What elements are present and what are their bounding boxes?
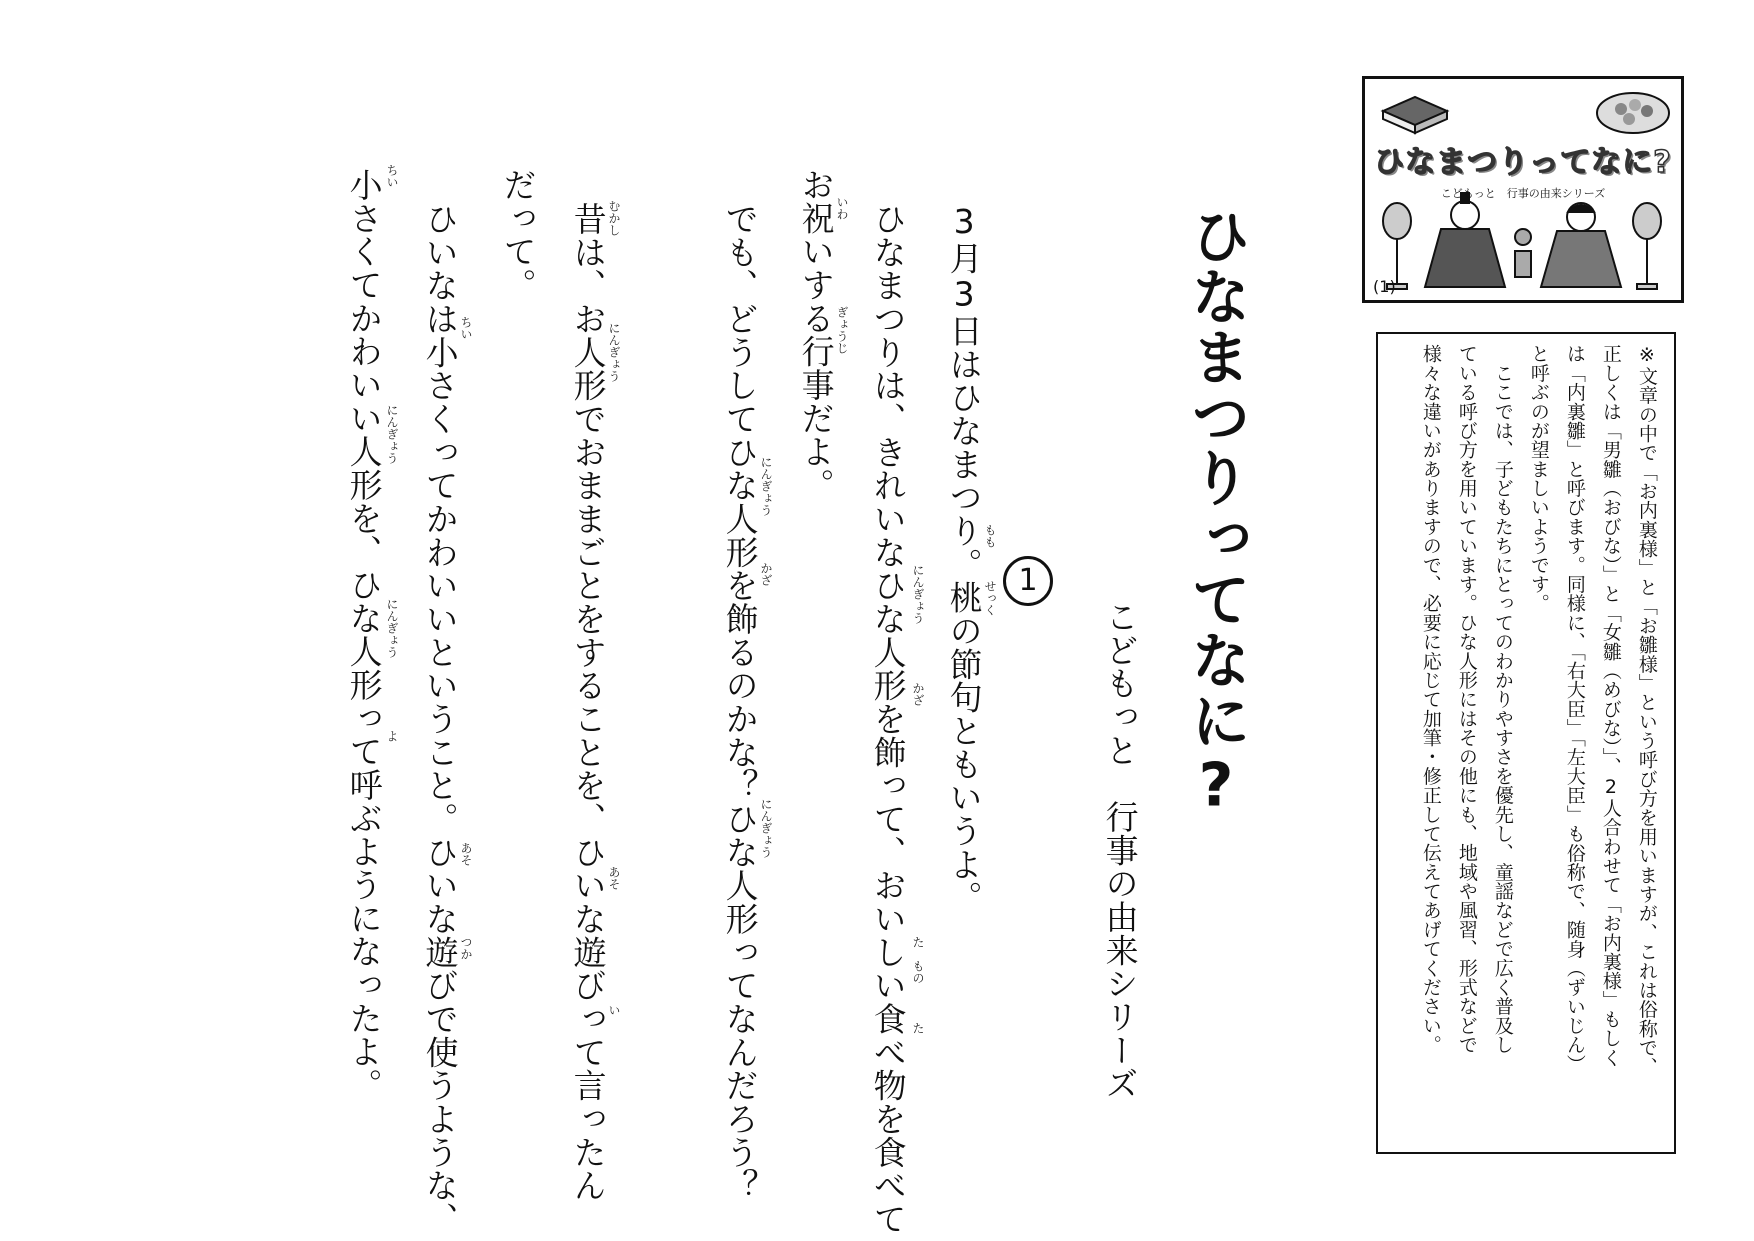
body-line-8: 小さくてかわいい人形を、ひな人形って呼ぶようになったよ。	[344, 168, 384, 1102]
ruby-ningyou-3: にんぎょう	[759, 798, 773, 858]
note-line-4: と呼ぶのが望ましいようです。	[1527, 344, 1550, 613]
ruby-i: い	[607, 1004, 621, 1016]
ruby-tabe-1: た	[911, 936, 925, 948]
body-line-2: ひなまつりは、きれいなひな人形を飾って、おいしい食べ物を食べて	[868, 202, 908, 1236]
series-subtitle: こどもっと 行事の由来シリーズ	[1100, 600, 1140, 1100]
ruby-ningyou-6: にんぎょう	[385, 598, 399, 658]
ruby-ningyou-5: にんぎょう	[385, 404, 399, 464]
body-line-3: お祝いする行事だよ。	[796, 168, 836, 502]
ruby-tsuka: つか	[459, 936, 473, 960]
ruby-tabe-2: た	[911, 1022, 925, 1034]
page-title: ひなまつりってなに?	[1181, 205, 1251, 821]
ruby-gyouji: ぎょうじ	[835, 306, 849, 354]
hina-arare-bowl-icon	[1597, 93, 1669, 133]
body-line-7: ひいなは小さくってかわいいということ。ひいな遊びで使うような、	[420, 202, 460, 1236]
ruby-iwa: いわ	[835, 196, 849, 220]
flower-vase-icon	[1515, 229, 1531, 277]
ruby-aso-1: あそ	[607, 866, 621, 890]
ruby-chii-1: ちい	[459, 316, 473, 340]
body-line-5: 昔は、お人形でおままごとをすることを、ひいな遊びって言ったん	[568, 202, 608, 1202]
ruby-ningyou-1: にんぎょう	[911, 564, 925, 624]
cover-thumbnail	[1362, 76, 1684, 303]
ruby-yo: よ	[385, 730, 399, 742]
odairi-doll-icon	[1425, 193, 1505, 287]
note-line-5: ここでは、子どもたちにとってのわかりやすさを優先し、童謡などで広く普及し	[1491, 344, 1514, 1055]
thumbnail-number: (1)	[1373, 277, 1396, 296]
ruby-kaza-2: かざ	[759, 562, 773, 586]
note-line-3: は「内裏雛」と呼びます。同様に、「右大臣」「左大臣」も俗称で、随身（ずいじん）	[1563, 344, 1586, 1074]
ruby-ningyou-2: にんぎょう	[759, 456, 773, 516]
note-line-1: ※文章の中で「お内裏様」と「お雛様」という呼び方を用いますが、これは俗称で、	[1635, 344, 1658, 1077]
thumbnail-subtitle: こどもっと 行事の由来シリーズ	[1440, 187, 1606, 200]
ruby-aso-2: あそ	[459, 842, 473, 866]
hishimochi-icon	[1383, 97, 1447, 133]
body-line-4: でも、どうしてひな人形を飾るのかな？ひな人形ってなんだろう？	[720, 202, 760, 1202]
page-number-mark: 1	[1003, 556, 1053, 606]
ruby-kaza-1: かざ	[911, 682, 925, 706]
ruby-ningyou-4: にんぎょう	[607, 322, 621, 382]
note-line-2: 正しくは「男雛（おびな）」と「女雛（めびな）」、2人合わせて「お内裏様」もしく	[1599, 344, 1622, 1067]
note-line-7: 様々な違いがありますので、必要に応じて加筆・修正して伝えてあげてください。	[1419, 344, 1442, 1055]
ohina-doll-icon	[1541, 203, 1621, 287]
ruby-sekku: せっく	[983, 580, 997, 616]
note-line-6: ている呼び方を用いています。ひな人形にはその他にも、地域や風習、形式などで	[1455, 344, 1478, 1055]
note-box	[1376, 332, 1676, 1154]
lantern-right-icon	[1633, 203, 1661, 289]
body-line-1: 3月3日はひなまつり。桃の節句ともいうよ。	[944, 202, 984, 914]
body-line-6: だって。	[498, 168, 538, 302]
ruby-momo: もも	[983, 524, 997, 548]
ruby-mukashi: むかし	[607, 200, 621, 236]
ruby-chii-2: ちい	[385, 164, 399, 188]
thumbnail-title: ひなまつりってなに?	[1374, 145, 1672, 180]
ruby-mono: もの	[911, 960, 925, 984]
